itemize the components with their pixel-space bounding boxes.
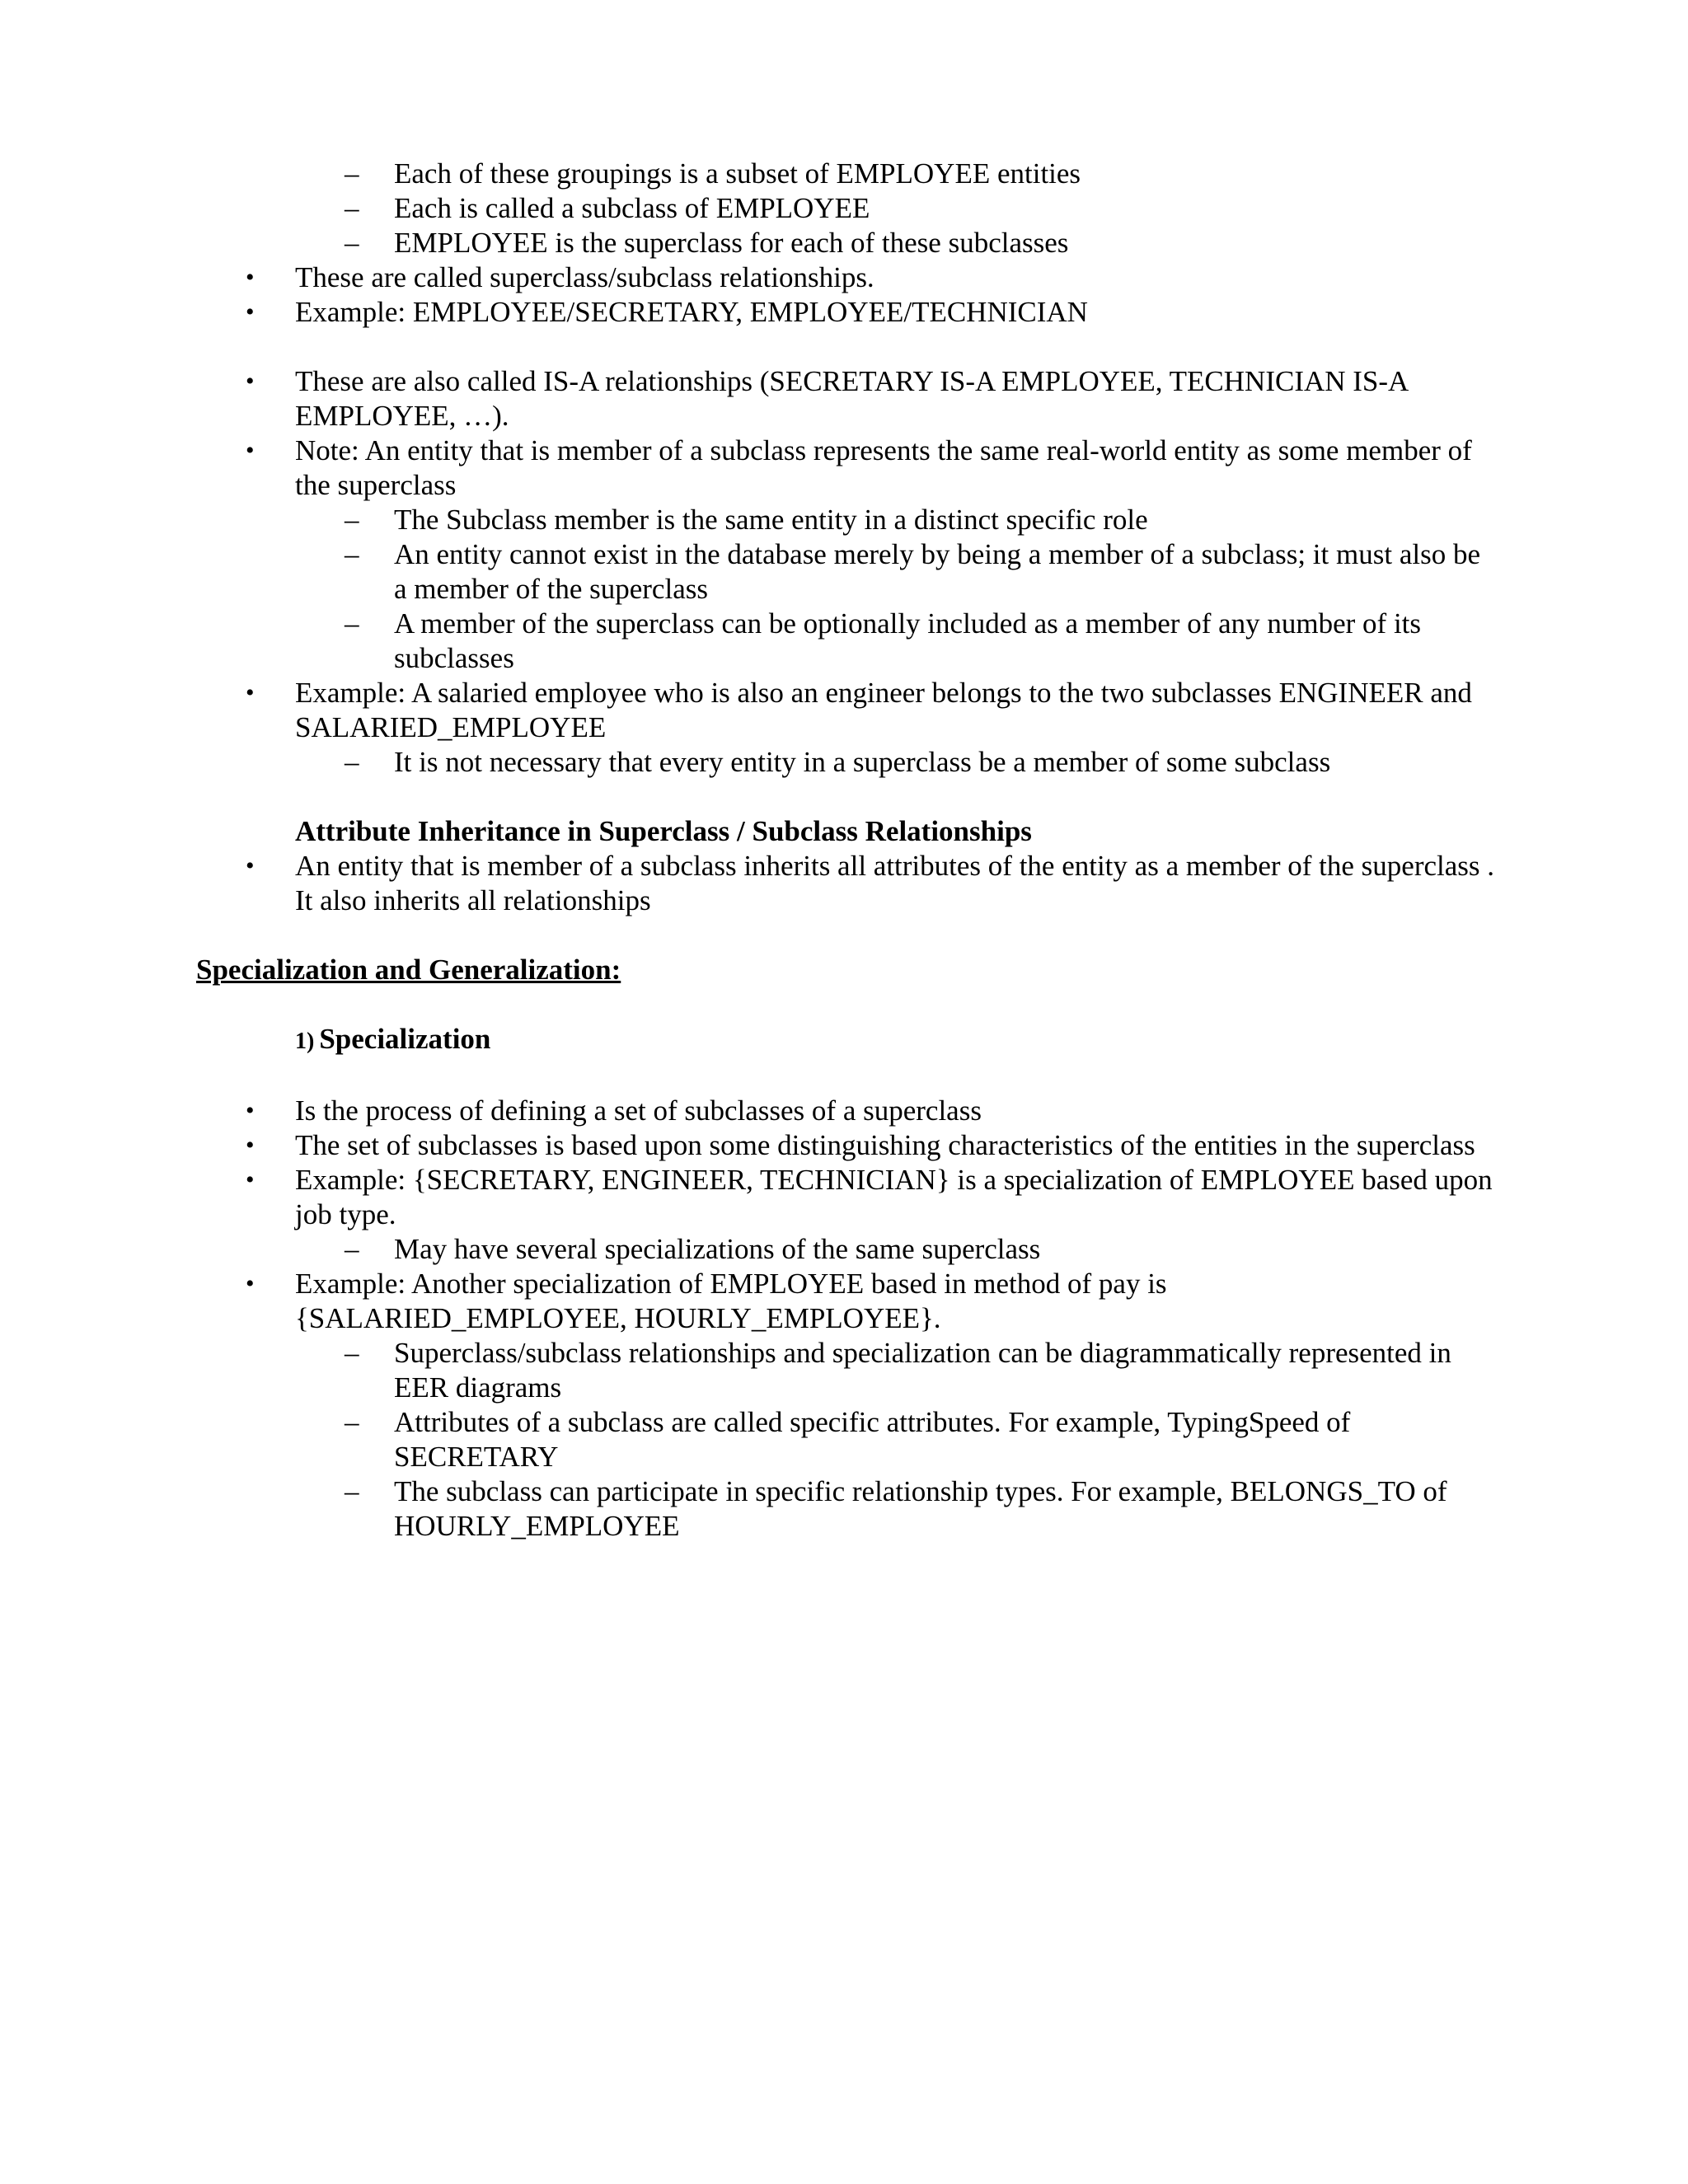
list-item-text: EMPLOYEE is the superclass for each of these subclasses [394,227,1069,259]
list-item-text: Each is called a subclass of EMPLOYEE [394,192,870,224]
list-item [0,1163,1688,1232]
spacer [0,918,1688,953]
list-item [0,745,1688,780]
list-item-text: Attributes of a subclass are called specific attributes. For example, TypingSpeed of SECRETARY [394,1406,1351,1473]
list-item-text: Each of these groupings is a subset of EMPLOYEE entities [394,157,1081,190]
document-page [0,157,1688,1544]
bullet-marker: • [246,264,255,291]
list-item-text: An entity cannot exist in the database merely by being a member of a subclass; it must also be a member of the superclass [394,538,1480,605]
sub-heading-row [0,1022,1688,1059]
list-item-text: These are also called IS-A relationships (SECRETARY IS-A EMPLOYEE, TECHNICIAN IS-A EMPLOYEE, …). [295,365,1408,432]
list-item [0,1094,1688,1128]
list-item [0,503,1688,537]
list-item-text: These are called superclass/subclass relationships. [295,261,874,293]
list-item-text: A member of the superclass can be optionally included as a member of any number of its subclasses [394,607,1422,674]
section-heading: Specialization and Generalization: [196,954,621,986]
list-item-text: Example: EMPLOYEE/SECRETARY, EMPLOYEE/TECHNICIAN [295,296,1088,328]
paragraph [0,883,1688,918]
sub-heading-number: 1) [295,1029,315,1054]
list-item [0,1128,1688,1163]
spacer [0,987,1688,1022]
list-item [0,1405,1688,1474]
spacer [0,1059,1688,1094]
list-item-text: Is the process of defining a set of subclasses of a superclass [295,1094,982,1127]
dash-marker: – [345,504,359,536]
list-item [0,364,1688,434]
list-item-text: Example: {SECRETARY, ENGINEER, TECHNICIAN} is a specialization of EMPLOYEE based upon job type. [295,1164,1493,1230]
list-item-text: Superclass/subclass relationships and specialization can be diagrammatically represented in EER diagrams [394,1337,1451,1404]
list-item [0,434,1688,503]
list-item-text: The set of subclasses is based upon some distinguishing characteristics of the entities in the superclass [295,1129,1475,1161]
dash-marker: – [345,227,359,259]
bullet-marker: • [246,1132,255,1159]
list-item [0,537,1688,607]
list-item [0,226,1688,260]
list-item [0,1474,1688,1544]
paragraph-text: It also inherits all relationships [295,884,651,916]
list-item [0,1336,1688,1405]
bullet-marker: • [246,679,255,706]
sub-heading-title: Specialization [319,1023,491,1055]
list-item [0,607,1688,676]
list-item-text: Example: A salaried employee who is also an engineer belongs to the two subclasses ENGINEER and SALARIED_EMPLOYEE [295,677,1472,743]
dash-marker: – [345,157,359,190]
section-heading-row [0,953,1688,987]
dash-marker: – [345,746,359,778]
bullet-marker: • [246,1097,255,1124]
list-item-text: Example: Another specialization of EMPLOYEE based in method of pay is {SALARIED_EMPLOYEE, HOURLY_EMPLOYEE}. [295,1268,1167,1334]
spacer [0,330,1688,364]
list-item-text: May have several specializations of the same superclass [394,1233,1041,1265]
list-item-text: An entity that is member of a subclass inherits all attributes of the entity as a member of the superclass . [295,850,1495,882]
dash-marker: – [345,1475,359,1507]
bullet-marker: • [246,1166,255,1193]
list-item [0,191,1688,226]
list-item-text: Note: An entity that is member of a subclass represents the same real-world entity as some member of the superclass [295,434,1472,501]
list-item-text: The Subclass member is the same entity in a distinct specific role [394,504,1148,536]
list-item [0,260,1688,295]
list-item [0,676,1688,745]
dash-marker: – [345,1337,359,1369]
dash-marker: – [345,538,359,570]
spacer [0,780,1688,814]
bullet-marker: • [246,1270,255,1297]
bullet-marker: • [246,852,255,879]
bullet-marker: • [246,437,255,464]
list-item [0,849,1688,883]
list-item [0,1267,1688,1336]
dash-marker: – [345,607,359,640]
inheritance-heading [0,814,1688,849]
list-item-text: It is not necessary that every entity in a superclass be a member of some subclass [394,746,1331,778]
bullet-marker: • [246,298,255,326]
bullet-marker: • [246,368,255,395]
sub-heading [295,1023,490,1055]
dash-marker: – [345,192,359,224]
list-item-text: The subclass can participate in specific relationship types. For example, BELONGS_TO of HOURLY_EMPLOYEE [394,1475,1447,1542]
list-item [0,295,1688,330]
list-item [0,1232,1688,1267]
dash-marker: – [345,1406,359,1438]
list-item [0,157,1688,191]
dash-marker: – [345,1233,359,1265]
heading-text: Attribute Inheritance in Superclass / Subclass Relationships [295,815,1032,847]
